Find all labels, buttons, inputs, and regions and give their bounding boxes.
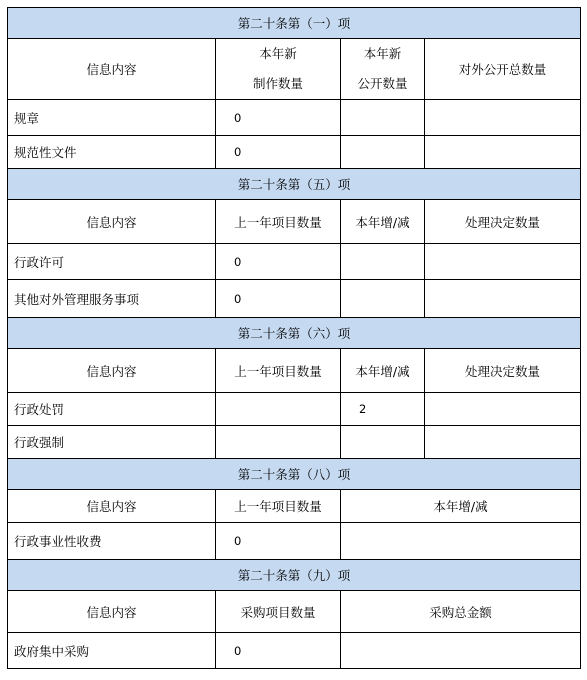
header-cell: 处理决定数量 (425, 349, 581, 393)
table-row (8, 633, 581, 669)
value-cell: 0 (216, 100, 341, 136)
item-cell: 规范性文件 (8, 136, 216, 169)
header-cell: 信息内容 (8, 591, 216, 633)
section-title: 第二十条第（一）项 (8, 8, 581, 39)
table-row (8, 426, 581, 459)
value-cell (341, 426, 425, 459)
header-cell: 本年增/减 (341, 490, 581, 523)
item-cell: 行政强制 (8, 426, 216, 459)
value-cell: 2 (341, 393, 425, 426)
section-title: 第二十条第（五）项 (8, 169, 581, 200)
header-cell: 本年增/减 (341, 200, 425, 244)
header-cell: 本年增/减 (341, 349, 425, 393)
value-cell (425, 100, 581, 136)
header-cell: 信息内容 (8, 200, 216, 244)
header-cell (341, 39, 425, 100)
value-cell: 0 (216, 136, 341, 169)
header-cell (216, 39, 341, 100)
section-4-header-row (8, 490, 581, 523)
value-cell (341, 633, 581, 669)
section-4-title-row (8, 459, 581, 490)
value-cell (425, 280, 581, 318)
value-cell (341, 280, 425, 318)
item-cell: 政府集中采购 (8, 633, 216, 669)
value-cell (425, 136, 581, 169)
item-cell: 行政许可 (8, 244, 216, 280)
disclosure-table (7, 7, 581, 669)
section-1-title-row (8, 8, 581, 39)
value-cell: 0 (216, 633, 341, 669)
section-title: 第二十条第（六）项 (8, 318, 581, 349)
value-cell: 0 (216, 244, 341, 280)
item-cell: 行政处罚 (8, 393, 216, 426)
section-3-header-row (8, 349, 581, 393)
header-cell: 上一年项目数量 (216, 349, 341, 393)
header-line: 公开数量 (357, 76, 408, 91)
header-cell: 信息内容 (8, 490, 216, 523)
value-cell (425, 393, 581, 426)
item-cell: 规章 (8, 100, 216, 136)
header-cell: 信息内容 (8, 39, 216, 100)
header-line: 本年新 (259, 46, 297, 61)
table-row (8, 523, 581, 560)
table-row (8, 100, 581, 136)
header-cell: 采购总金额 (341, 591, 581, 633)
value-cell (341, 136, 425, 169)
table-row (8, 244, 581, 280)
section-title: 第二十条第（八）项 (8, 459, 581, 490)
table-row (8, 393, 581, 426)
header-cell: 处理决定数量 (425, 200, 581, 244)
section-1-header-row (8, 39, 581, 100)
header-line: 本年新 (363, 46, 402, 61)
value-cell (216, 393, 341, 426)
section-3-title-row (8, 318, 581, 349)
section-title: 第二十条第（九）项 (8, 560, 581, 591)
table-row (8, 136, 581, 169)
value-cell (341, 244, 425, 280)
disclosure-table-sheet (7, 7, 580, 669)
header-cell: 上一年项目数量 (216, 200, 341, 244)
header-cell: 上一年项目数量 (216, 490, 341, 523)
section-2-title-row (8, 169, 581, 200)
header-line: 制作数量 (252, 76, 303, 91)
value-cell: 0 (216, 280, 341, 318)
value-cell (341, 523, 581, 560)
section-5-header-row (8, 591, 581, 633)
header-cell: 对外公开总数量 (425, 39, 581, 100)
item-cell: 其他对外管理服务事项 (8, 280, 216, 318)
section-2-header-row (8, 200, 581, 244)
value-cell (425, 426, 581, 459)
table-row (8, 280, 581, 318)
value-cell (341, 100, 425, 136)
value-cell (425, 244, 581, 280)
value-cell (216, 426, 341, 459)
header-cell: 采购项目数量 (216, 591, 341, 633)
section-5-title-row (8, 560, 581, 591)
header-cell: 信息内容 (8, 349, 216, 393)
value-cell: 0 (216, 523, 341, 560)
item-cell: 行政事业性收费 (8, 523, 216, 560)
